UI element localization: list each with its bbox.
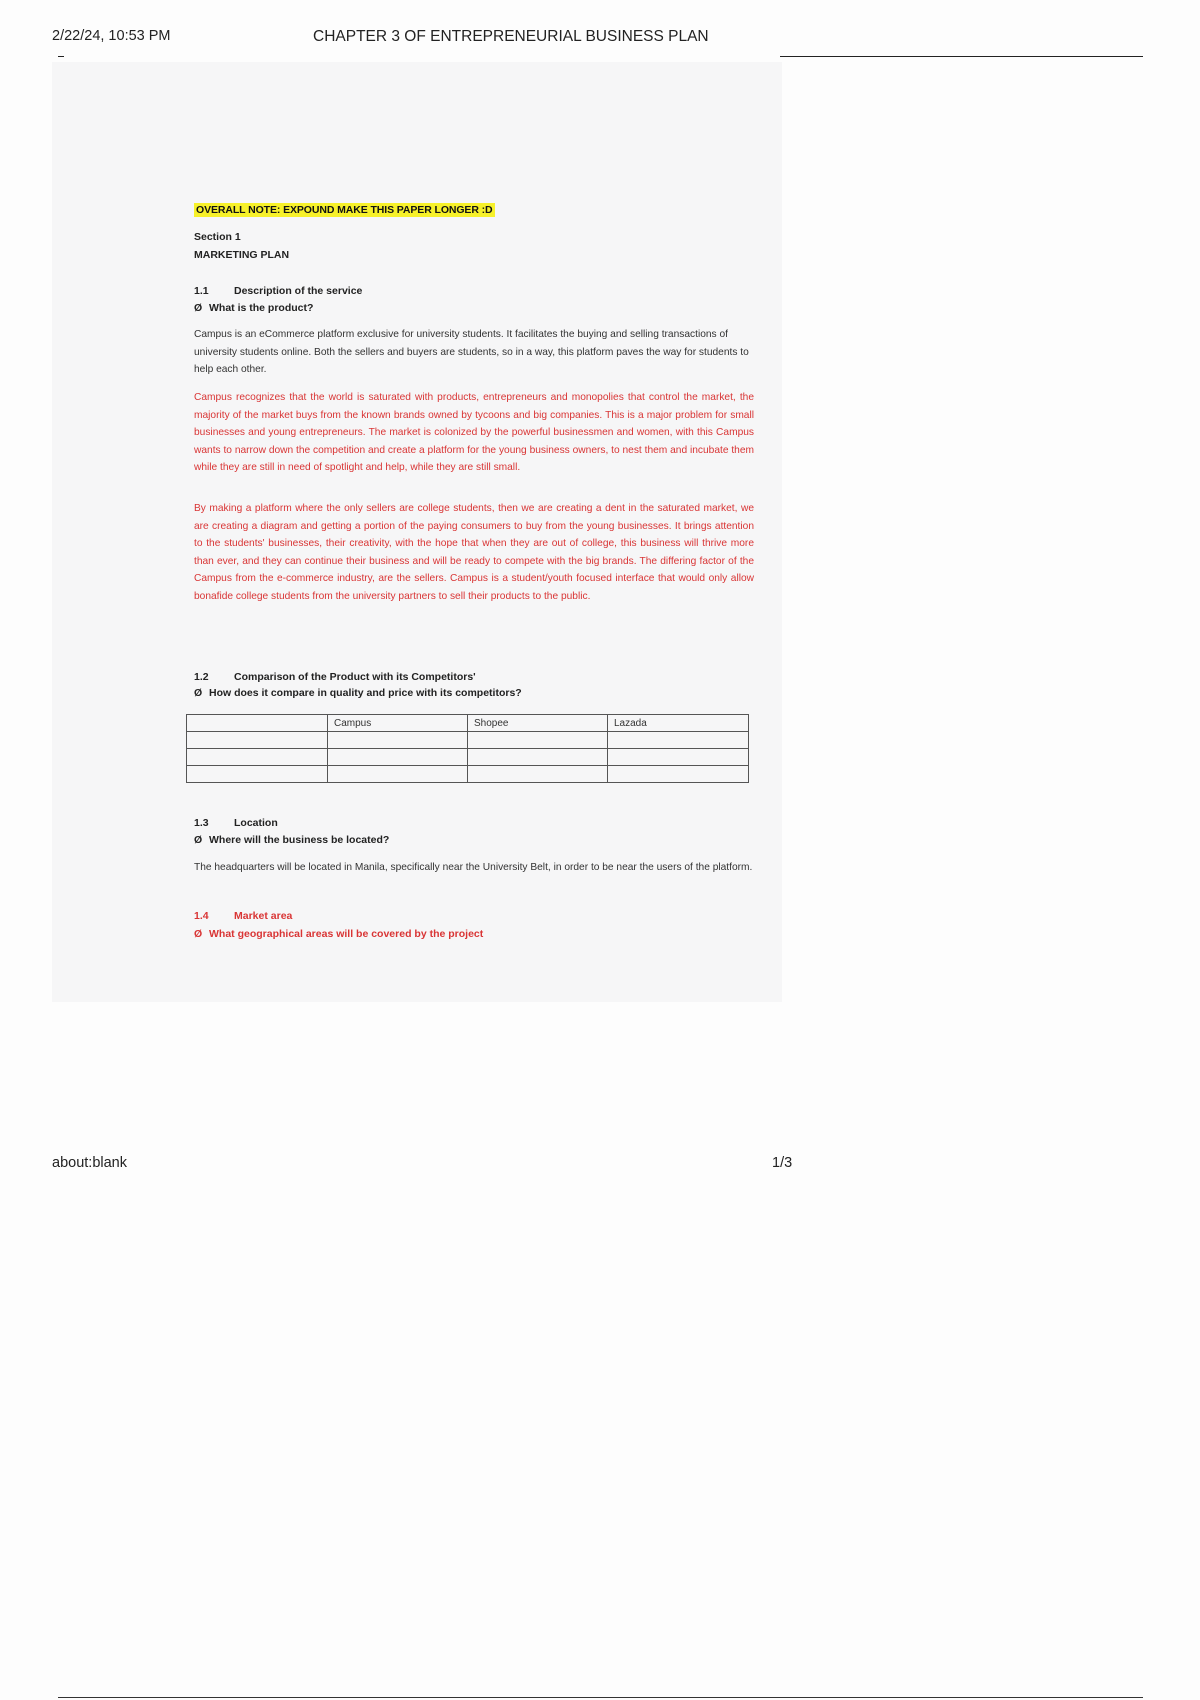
paragraph-location: The headquarters will be located in Manila, specifically near the University Belt, in order to be near the users of the platform.	[194, 862, 753, 873]
table-cell	[608, 749, 749, 766]
question-1-3	[194, 834, 389, 846]
footer-rule	[58, 1697, 1143, 1698]
table-row	[187, 749, 749, 766]
heading-title: Description of the service	[234, 285, 363, 297]
paragraph-market-problem: Campus recognizes that the world is saturated with products, entrepreneurs and monopolies that control the market, the majority of the market buys from the known brands owned by tycoons and big companies. This is a major problem for small businesses and young entrepreneurs. The market is colonized by the powerful businessmen and women, with this Campus wants to narrow down the competition and create a platform for the young business owners, to nest them and incubate them while they are still in need of spotlight and help, while they are still small.	[194, 392, 754, 473]
question-text: What is the product?	[209, 302, 314, 314]
table-header-cell	[187, 715, 328, 732]
table-cell	[328, 732, 468, 749]
heading-title: Market area	[234, 910, 293, 922]
print-url: about:blank	[52, 1155, 127, 1171]
heading-number: 1.4	[194, 910, 209, 922]
table-header-cell: Shopee	[468, 715, 608, 732]
table-cell	[608, 732, 749, 749]
print-title: CHAPTER 3 OF ENTREPRENEURIAL BUSINESS PLAN	[313, 28, 709, 45]
table-header-cell: Lazada	[608, 715, 749, 732]
question-text: What geographical areas will be covered by the project	[209, 928, 484, 940]
table-cell	[187, 749, 328, 766]
section-label: Section 1	[194, 231, 241, 243]
heading-1-4	[194, 910, 292, 922]
table-cell	[328, 766, 468, 783]
heading-title: Location	[234, 817, 278, 829]
page-number: 1/3	[772, 1155, 793, 1171]
table-cell	[608, 766, 749, 783]
overall-note: OVERALL NOTE: EXPOUND MAKE THIS PAPER LONGER :D	[196, 204, 493, 216]
heading-1-2	[194, 671, 476, 683]
table-cell	[328, 749, 468, 766]
question-1-1	[194, 302, 313, 314]
heading-1-1	[194, 285, 362, 297]
section-title: MARKETING PLAN	[194, 249, 290, 261]
table-header-cell: Campus	[328, 715, 468, 732]
heading-title: Comparison of the Product with its Competitors'	[234, 671, 476, 683]
header-rule	[780, 56, 1143, 57]
paragraph-product-description: Campus is an eCommerce platform exclusive for university students. It facilitates the buying and selling transactions of university students online. Both the sellers and buyers are students, so in a way, this platform paves the way for students to help each other.	[194, 329, 749, 375]
arrow-bullet-icon: Ø	[194, 834, 203, 846]
arrow-bullet-icon: Ø	[194, 687, 203, 699]
table-row	[187, 766, 749, 783]
competitor-comparison-table	[186, 714, 749, 783]
table-row	[187, 732, 749, 749]
heading-1-3	[194, 817, 278, 829]
paragraph-platform-solution: By making a platform where the only sellers are college students, then we are creating a dent in the saturated market, we are creating a diagram and getting a portion of the paying consumers to buy from the young businesses. It brings attention to the students' businesses, their creativity, with the hope that when they are out of college, this business will thrive more than ever, and they can continue their business and will be ready to compete with the big brands. The differing factor of the Campus from the e-commerce industry, are the sellers. Campus is a student/youth focused interface that would only allow bonafide college students from the university partners to sell their products to the public.	[194, 503, 754, 602]
heading-number: 1.1	[194, 285, 209, 297]
header-dash	[58, 56, 64, 57]
arrow-bullet-icon: Ø	[194, 302, 203, 314]
arrow-bullet-icon: Ø	[194, 928, 203, 940]
table-cell	[468, 749, 608, 766]
question-1-2	[194, 687, 522, 699]
table-cell	[468, 732, 608, 749]
table-cell	[187, 766, 328, 783]
table-cell	[468, 766, 608, 783]
print-datetime: 2/22/24, 10:53 PM	[52, 28, 171, 44]
table-cell	[187, 732, 328, 749]
table-header-row	[187, 715, 749, 732]
document-page	[52, 62, 782, 1002]
question-text: Where will the business be located?	[209, 834, 390, 846]
question-text: How does it compare in quality and price with its competitors?	[209, 687, 522, 699]
question-1-4	[194, 928, 483, 940]
heading-number: 1.2	[194, 671, 209, 683]
heading-number: 1.3	[194, 817, 209, 829]
